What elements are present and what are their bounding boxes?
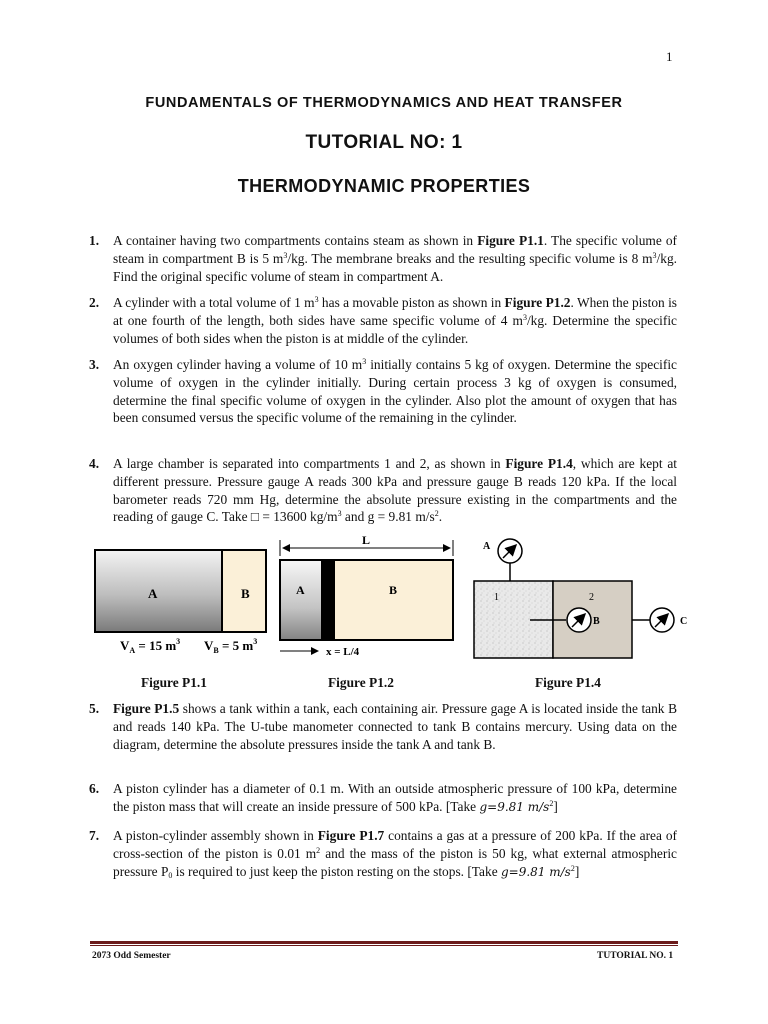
tutorial-title: TUTORIAL NO: 1: [305, 132, 463, 153]
label-a: A: [148, 586, 158, 601]
figure-ref: Figure P1.2: [504, 295, 571, 310]
question-number: 1.: [89, 233, 100, 248]
caption-p1-4: Figure P1.4: [535, 675, 601, 690]
figure-p1-4: [474, 539, 687, 658]
figure-ref: Figure P1.7: [317, 828, 385, 843]
label-l: L: [362, 533, 371, 547]
course-title: FUNDAMENTALS OF THERMODYNAMICS AND HEAT TRANSFER: [145, 95, 623, 111]
label-a: A: [296, 583, 305, 597]
question-7: [89, 827, 677, 881]
footer-rule-thin: [90, 945, 678, 946]
caption-p1-2: Figure P1.2: [328, 675, 394, 690]
question-text: A piston cylinder has a diameter of 0.1 m. With an outside atmospheric pressure of 100 kPa, determine the piston mass that will create an inside pressure of 500 kPa. [Take g=9.81 $m/s^2$]: [113, 781, 677, 814]
page-number: 1: [666, 49, 673, 64]
question-text: A cylinder with a total volume of 1 $m^3$ has a movable piston as shown in Figure P1.2. When the piston is at one fourth of the length, both sides have same specific volume of 4 $m^3/kg$. Determine the specific volumes of both sides when the piston is at middle of the cylinder.: [113, 295, 677, 346]
question-number: 4.: [89, 456, 100, 471]
label-2: 2: [589, 592, 594, 603]
label-x: x = L/4: [326, 646, 360, 658]
figure-ref: Figure P1.5: [113, 701, 180, 716]
question-number: 3.: [89, 357, 100, 372]
volume-b-label: $V_B = 5$ $m^3$: [204, 637, 258, 655]
math-expression: g=9.81 m/s: [479, 799, 550, 814]
question-5: [89, 700, 677, 753]
label-b: B: [593, 616, 600, 627]
question-number: 7.: [89, 828, 100, 843]
label-1: 1: [494, 592, 499, 603]
figure-p1-1: [95, 550, 266, 655]
footer-tutorial: TUTORIAL NO. 1: [597, 951, 674, 961]
question-number: 2.: [89, 295, 100, 310]
label-b: B: [389, 583, 398, 597]
volume-a-label: $V_A = 15$ $m^3$: [120, 637, 181, 655]
label-b: B: [241, 586, 250, 601]
topic-title: THERMODYNAMIC PROPERTIES: [237, 176, 531, 196]
caption-p1-1: Figure P1.1: [141, 675, 207, 690]
question-text: An oxygen cylinder having a volume of 10 $m^3$ initially contains 5 kg of oxygen. Determine the specific volume of oxygen in the cylinder initially. During certain process 3 kg of oxygen is consumed, determine the final specific volume of oxygen in the cylinder. Also plot the amount of oxygen that has been consumed versus the specific volume of the remaining in the cylinder.: [113, 357, 677, 426]
math-expression: g=9.81 m/s: [500, 864, 571, 879]
question-text: Figure P1.5 shows a tank within a tank, each containing air. Pressure gage A is located inside the tank B and reads 140 kPa. The U-tube manometer connected to tank B contains mercury. Using data on the diagram, determine the absolute pressures inside the tank A and tank B.: [113, 701, 678, 752]
question-number: 6.: [89, 781, 100, 796]
figure-ref: Figure P1.1: [477, 233, 544, 248]
question-6: [89, 780, 677, 817]
piston: [321, 560, 335, 640]
footer-rule: [90, 941, 678, 944]
question-text: A container having two compartments contains steam as shown in Figure P1.1. The specific volume of steam in compartment B is 5 $m^3/kg$. The membrane breaks and the resulting specific volume is 8 $m^3/kg$. Find the original specific volume of steam in compartment A.: [113, 233, 677, 284]
label-c: C: [680, 616, 688, 627]
figure-p1-2: [280, 533, 453, 658]
label-a: A: [483, 541, 491, 552]
figure-ref: Figure P1.4: [505, 456, 573, 471]
compartment-a: [95, 550, 222, 632]
question-text: A piston-cylinder assembly shown in Figure P1.7 contains a gas at a pressure of 200 kPa. If the area of cross-section of the piston is 0.01 $m^2$ and the mass of the piston is 50 kg, what external atmospheric pressure $P_0$ is required to just keep the piston resting on the stops. [Take g=9.81 $m/s^2$]: [113, 828, 678, 880]
question-number: 5.: [89, 701, 100, 716]
footer-semester: 2073 Odd Semester: [92, 951, 171, 961]
question-text: A large chamber is separated into compartments 1 and 2, as shown in Figure P1.4, which are kept at different pressure. Pressure gauge A reads 300 kPa and pressure gauge B reads 120 kPa. If the local barometer reads 720 mm Hg, determine the absolute pressure existing in the compartments and the reading of gauge C. Take □ = 13600 $kg/m^3$ and g = 9.81 $m/s^2$.: [113, 456, 678, 525]
side-a: [281, 561, 321, 639]
